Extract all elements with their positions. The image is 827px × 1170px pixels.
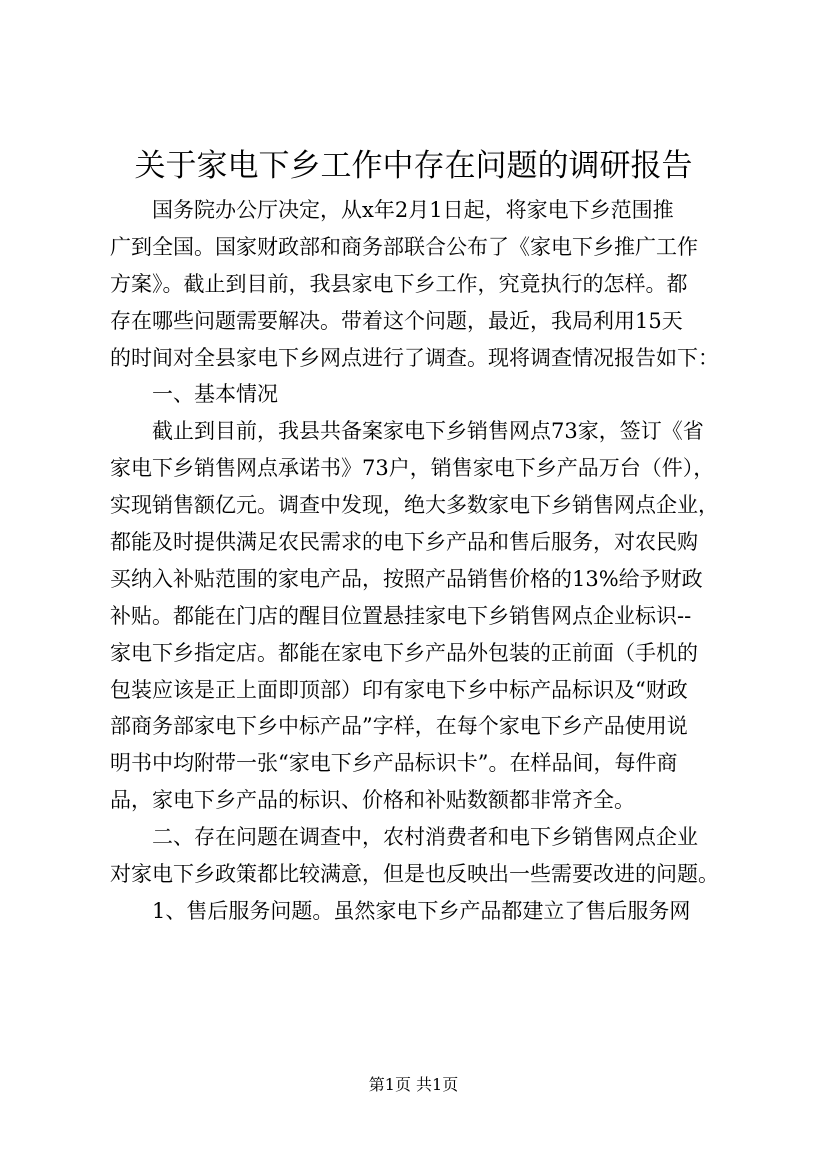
body-line: 都能及时提供满足农民需求的电下乡产品和售后服务，对农民购 bbox=[110, 530, 698, 555]
section-heading: 二、存在问题在调查中，农村消费者和电下乡销售网点企业 bbox=[152, 825, 698, 850]
body-line: 实现销售额亿元。调查中发现，绝大多数家电下乡销售网点企业， bbox=[110, 493, 719, 518]
body-line: 的时间对全县家电下乡网点进行了调查。现将调查情况报告如下： bbox=[110, 345, 719, 370]
body-line: 1、售后服务问题。虽然家电下乡产品都建立了售后服务网 bbox=[152, 898, 691, 923]
body-line: 国务院办公厅决定，从x年2月1日起，将家电下乡范围推 bbox=[152, 198, 674, 222]
page-number-footer: 第1页 共1页 bbox=[368, 1075, 459, 1094]
body-line: 明书中均附带一张“家电下乡产品标识卡”。在样品间，每件商 bbox=[110, 751, 678, 776]
body-line: 家电下乡销售网点承诺书》73户，销售家电下乡产品万台（件）， bbox=[110, 456, 715, 481]
section-heading: 一、基本情况 bbox=[152, 382, 278, 407]
body-line: 截止到目前，我县共备案家电下乡销售网点73家，签订《省 bbox=[152, 419, 704, 444]
body-line: 补贴。都能在门店的醒目位置悬挂家电下乡销售网点企业标识-- bbox=[110, 603, 692, 628]
body-line: 方案》。截止到目前，我县家电下乡工作，究竟执行的怎样。都 bbox=[110, 271, 688, 296]
body-line: 存在哪些问题需要解决。带着这个问题，最近，我局利用15天 bbox=[110, 308, 683, 333]
body-line: 对家电下乡政策都比较满意，但是也反映出一些需要改进的问题。 bbox=[110, 862, 719, 887]
body-line: 广到全国。国家财政部和商务部联合公布了《家电下乡推广工作 bbox=[110, 234, 698, 259]
body-line: 部商务部家电下乡中标产品”字样，在每个家电下乡产品使用说 bbox=[110, 714, 688, 739]
document-title: 关于家电下乡工作中存在问题的调研报告 bbox=[134, 148, 693, 184]
body-line: 买纳入补贴范围的家电产品，按照产品销售价格的13%给予财政 bbox=[110, 566, 703, 591]
body-line: 品，家电下乡产品的标识、价格和补贴数额都非常齐全。 bbox=[110, 788, 635, 813]
body-line: 家电下乡指定店。都能在家电下乡产品外包装的正前面（手机的 bbox=[110, 640, 698, 665]
body-line: 包装应该是正上面即顶部）印有家电下乡中标产品标识及“财政 bbox=[110, 677, 688, 702]
document-body bbox=[110, 192, 730, 930]
